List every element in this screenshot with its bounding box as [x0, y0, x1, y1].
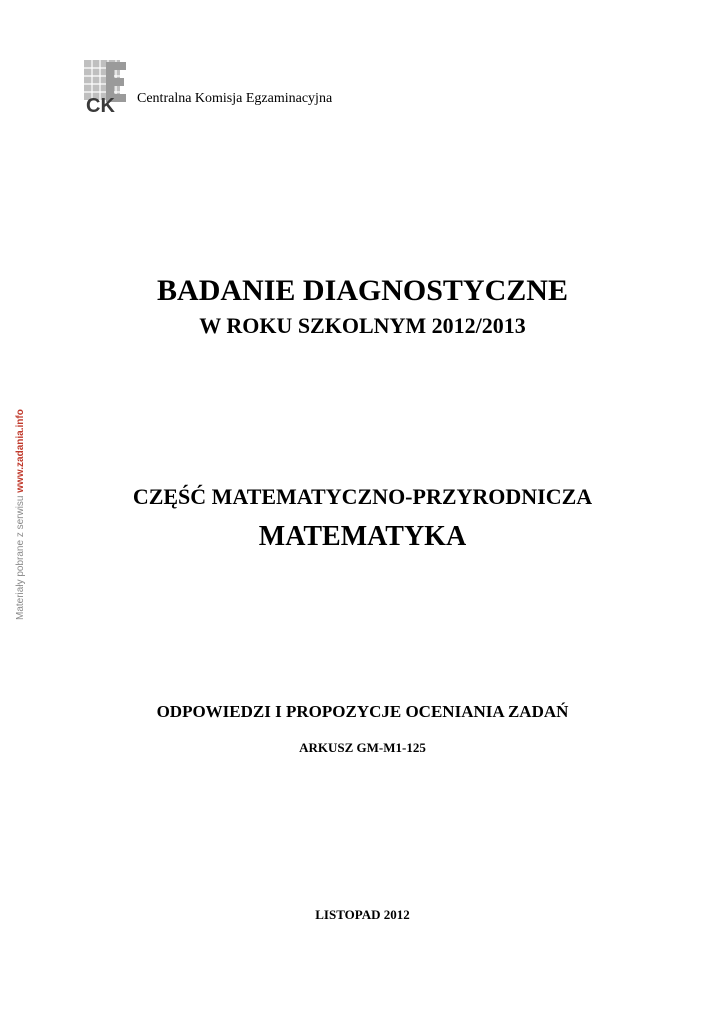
svg-text:CK: CK: [86, 95, 115, 116]
svg-text:Materiały pobrane z serwisu ww: [15, 409, 26, 620]
watermark-site: www.zadania.info: [15, 409, 26, 493]
sheet-code: ARKUSZ GM-M1-125: [299, 740, 426, 755]
organization-name: Centralna Komisja Egzaminacyjna: [137, 91, 333, 106]
watermark-prefix: Materiały pobrane z serwisu: [15, 492, 26, 620]
cke-logo-icon: [82, 58, 128, 116]
exam-part-title: CZĘŚĆ MATEMATYCZNO-PRZYRODNICZA: [132, 484, 593, 509]
subject-title: MATEMATYKA: [258, 521, 467, 552]
document-subtitle: W ROKU SZKOLNYM 2012/2013: [199, 313, 526, 338]
document-title: BADANIE DIAGNOSTYCZNE: [157, 274, 568, 307]
publication-date: LISTOPAD 2012: [315, 907, 410, 922]
answers-heading: ODPOWIEDZI I PROPOZYCJE OCENIANIA ZADAŃ: [156, 702, 569, 721]
